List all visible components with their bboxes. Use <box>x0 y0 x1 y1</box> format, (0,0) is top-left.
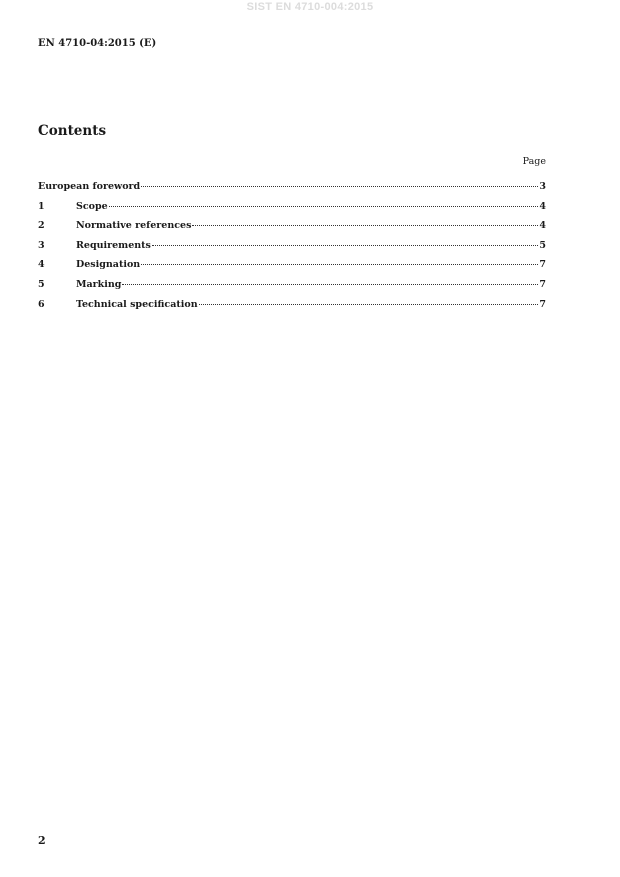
toc-entry-title: Scope <box>76 200 108 212</box>
toc-entry-european-foreword[interactable] <box>38 181 546 201</box>
toc-entry-number: 6 <box>38 298 45 310</box>
toc-dot-leader <box>152 245 538 246</box>
toc-entry-title: Technical specification <box>76 298 198 310</box>
toc-entry-title: European foreword <box>38 181 141 192</box>
toc-entry-designation[interactable] <box>38 259 546 279</box>
toc-entry-title: Normative references <box>76 220 192 232</box>
toc-entry-number: 3 <box>38 239 45 251</box>
toc-entry-title: Requirements <box>76 239 151 251</box>
toc-entry-scope[interactable] <box>38 201 546 221</box>
contents-heading: Contents <box>38 123 107 139</box>
toc-entry-normative-references[interactable] <box>38 220 546 240</box>
toc-entry-requirements[interactable] <box>38 240 546 260</box>
toc-dot-leader <box>199 304 539 305</box>
toc-entry-page: 3 <box>539 181 546 192</box>
toc-entry-page: 5 <box>539 239 546 251</box>
table-of-contents <box>38 181 546 318</box>
toc-entry-page: 4 <box>539 220 546 232</box>
toc-entry-title: Designation <box>76 259 141 271</box>
toc-dot-leader <box>192 225 538 226</box>
toc-entry-page: 7 <box>539 259 546 271</box>
page-number: 2 <box>38 834 46 847</box>
document-identifier: EN 4710-04:2015 (E) <box>38 38 157 49</box>
page-column-label: Page <box>522 156 546 167</box>
toc-entry-page: 7 <box>539 298 546 310</box>
toc-entry-page: 4 <box>539 200 546 212</box>
toc-entry-technical-specification[interactable] <box>38 299 546 319</box>
toc-entry-number: 5 <box>38 278 45 290</box>
toc-entry-marking[interactable] <box>38 279 546 299</box>
toc-entry-number: 4 <box>38 259 45 271</box>
toc-dot-leader <box>109 206 539 207</box>
toc-entry-number: 2 <box>38 220 45 232</box>
toc-dot-leader <box>141 186 538 187</box>
toc-dot-leader <box>122 284 538 285</box>
watermark: SIST EN 4710-004:2015 <box>246 1 374 13</box>
toc-entry-title: Marking <box>76 278 122 290</box>
toc-entry-page: 7 <box>539 278 546 290</box>
toc-dot-leader <box>141 264 538 265</box>
toc-entry-number: 1 <box>38 200 45 212</box>
